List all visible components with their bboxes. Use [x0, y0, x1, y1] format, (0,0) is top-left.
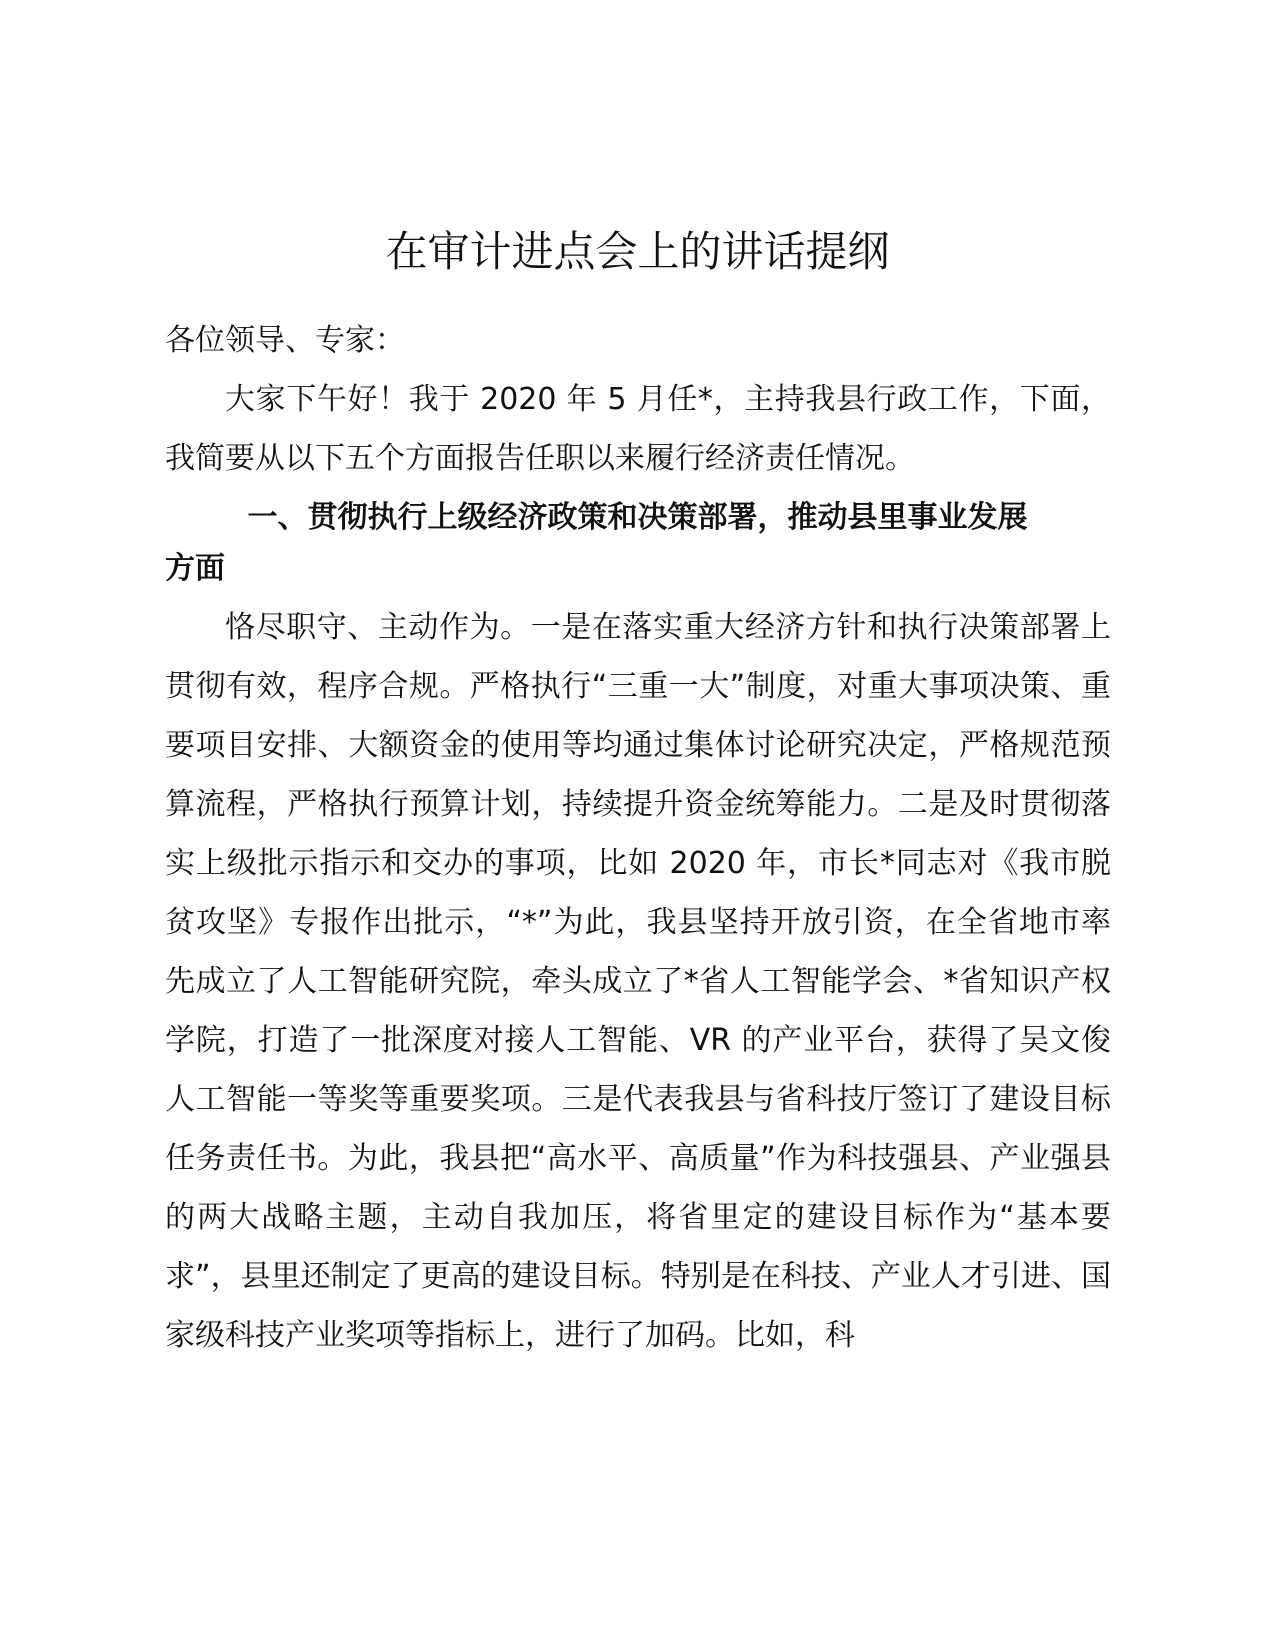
section-paragraph: 恪尽职守、主动作为。一是在落实重大经济方针和执行决策部署上贯彻有效，程序合规。严格执行“三重一大”制度，对重大事项决策、重要项目安排、大额资金的使用等均通过集体讨论研究决定，严格规范预算流程，严格执行预算计划，持续提升资金统筹能力。二是及时贯彻落实上级批示指示和交办的事项，比如 2020 年，市长*同志对《我市脱贫攻坚》专报作出批示，“*”为此，我县坚持开放引资，在全省地市率先成立了人工智能研究院，牵头成立了*省人工智能学会、*省知识产权学院，打造了一批深度对接人工智能、VR 的产业平台，获得了吴文俊人工智能一等奖等重要奖项。三是代表我县与省科技厅签订了建设目标任务责任书。为此，我县把“高水平、高质量”作为科技强县、产业强县的两大战略主题，主动自我加压，将省里定的建设目标作为“基本要求”，县里还制定了更高的建设目标。特别是在科技、产业人才引进、国家级科技产业奖项等指标上，进行了加码。比如，科 — [165, 610, 1111, 1353]
section-heading — [165, 488, 1111, 598]
intro-paragraph: 大家下午好！我于 2020 年 5 月任*，主持我县行政工作，下面，我简要从以下五个方面报告任职以来履行经济责任情况。 — [165, 382, 1111, 476]
salutation: 各位领导、专家： — [165, 323, 405, 358]
document-title: 在审计进点会上的讲话提纲 — [385, 227, 890, 276]
section-heading-line1: 一、贯彻执行上级经济政策和决策部署，推动县里事业发展 — [247, 500, 1028, 535]
section-heading-line2: 方面 — [165, 551, 225, 586]
document-body — [165, 312, 1111, 1365]
